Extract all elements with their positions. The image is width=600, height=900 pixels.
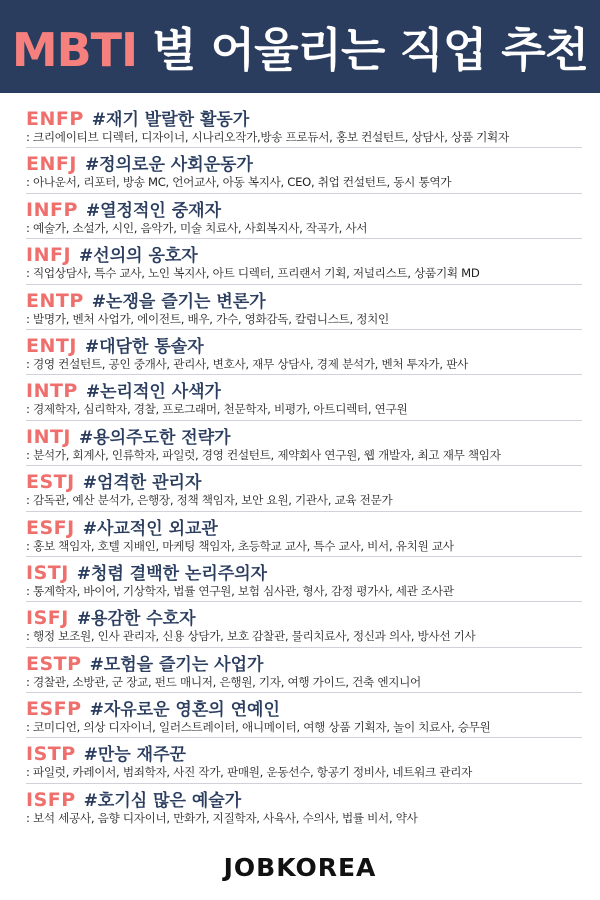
list-item <box>26 512 582 557</box>
mbti-type-code: ENTP <box>26 289 84 312</box>
mbti-type-code: ISTP <box>26 743 76 766</box>
page-title <box>12 14 588 80</box>
recommended-jobs: : 아나운서, 리포터, 방송 MC, 언어교사, 아동 복지사, CEO, 취업 컨설턴트, 동시 통역가 <box>26 175 452 190</box>
mbti-type-hashtag: #용감한 수호자 <box>76 609 196 630</box>
recommended-jobs: : 파일럿, 카레이서, 범죄학자, 사진 작가, 판매원, 운동선수, 항공기 정비사, 네트워크 관리자 <box>26 765 473 780</box>
recommended-jobs: : 크리에이티브 디렉터, 디자이너, 시나리오작가,방송 프로듀서, 홍보 컨설턴트, 상담사, 상품 기획자 <box>26 130 509 144</box>
mbti-type-hashtag: #호기심 많은 예술가 <box>83 790 242 811</box>
entry-heading <box>26 196 582 220</box>
mbti-type-code: INFP <box>26 198 78 221</box>
mbti-type-hashtag: #정의로운 사회운동가 <box>84 155 253 176</box>
mbti-type-hashtag: #용의주도한 전략가 <box>79 427 231 448</box>
recommended-jobs: : 코미디언, 의상 디자이너, 일러스트레이터, 애니메이터, 여행 상품 기획자, 놀이 치료사, 승무원 <box>26 720 491 735</box>
list-item <box>26 375 582 420</box>
mbti-type-code: ISTJ <box>26 561 69 584</box>
list-item <box>26 148 582 193</box>
mbti-type-code: INFJ <box>26 244 72 267</box>
list-item <box>26 330 582 375</box>
list-item <box>26 557 582 602</box>
mbti-type-code: ESTJ <box>26 471 75 494</box>
entry-heading <box>26 105 582 129</box>
recommended-jobs: : 경영 컨설턴트, 공인 중개사, 관리사, 변호사, 재무 상담사, 경제 분석가, 벤처 투자가, 판사 <box>26 356 468 371</box>
entry-heading <box>26 695 582 719</box>
mbti-type-hashtag: #사교적인 외교관 <box>82 518 218 539</box>
mbti-type-code: ENFP <box>26 108 84 130</box>
entry-heading <box>26 650 582 674</box>
entry-heading <box>26 514 582 538</box>
recommended-jobs: : 분석가, 회계사, 인류학자, 파일럿, 경영 컨설턴트, 제약회사 연구원, 웹 개발자, 최고 재무 책임자 <box>26 447 501 462</box>
recommended-jobs: : 통계학자, 바이어, 기상학자, 법률 연구원, 보험 심사관, 형사, 감정 평가사, 세관 조사관 <box>26 583 454 598</box>
entry-heading <box>26 468 582 492</box>
recommended-jobs: : 발명가, 벤처 사업가, 에이전트, 배우, 가수, 영화감독, 칼럼니스트, 정치인 <box>26 311 389 326</box>
entry-heading <box>26 332 582 356</box>
mbti-job-list <box>26 103 582 829</box>
list-item <box>26 285 582 330</box>
entry-heading <box>26 604 582 628</box>
mbti-type-code: INTP <box>26 380 78 403</box>
mbti-type-hashtag: #논쟁을 즐기는 변론가 <box>91 291 266 312</box>
mbti-type-hashtag: #엄격한 관리자 <box>82 473 202 494</box>
recommended-jobs: : 경제학자, 심리학자, 경찰, 프로그래머, 천문학자, 비평가, 아트디렉터, 연구원 <box>26 402 408 417</box>
mbti-type-hashtag: #재기 발랄한 활동가 <box>91 110 250 130</box>
mbti-type-hashtag: #만능 재주꾼 <box>83 745 186 766</box>
title-banner <box>0 0 600 93</box>
mbti-type-hashtag: #자유로운 영혼의 연예인 <box>89 700 280 721</box>
list-item <box>26 648 582 693</box>
recommended-jobs: : 예술가, 소설가, 시인, 음악가, 미술 치료사, 사회복지사, 작곡가, 사서 <box>26 220 368 235</box>
entry-heading <box>26 150 582 174</box>
entry-heading <box>26 241 582 265</box>
recommended-jobs: : 행정 보조원, 인사 관리자, 신용 상담가, 보호 감찰관, 물리치료사, 정신과 의사, 방사선 기사 <box>26 629 476 644</box>
entry-heading <box>26 559 582 583</box>
mbti-type-hashtag: #모험을 즐기는 사업가 <box>89 654 264 675</box>
recommended-jobs: : 감독관, 예산 분석가, 은행장, 정책 책임자, 보안 요원, 기관사, 교육 전문가 <box>26 493 393 508</box>
list-item <box>26 693 582 738</box>
list-item <box>26 194 582 239</box>
mbti-type-hashtag: #선의의 옹호자 <box>79 246 198 267</box>
list-item <box>26 784 582 829</box>
mbti-type-code: ESTP <box>26 652 82 675</box>
page-title-mbti: MBTI <box>11 22 138 77</box>
recommended-jobs: : 홍보 책임자, 호텔 지배인, 마케팅 책임자, 초등학교 교사, 특수 교사, 비서, 유치원 교사 <box>26 538 454 553</box>
entry-heading <box>26 377 582 401</box>
recommended-jobs: : 경찰관, 소방관, 군 장교, 펀드 매니저, 은행원, 기자, 여행 가이드, 건축 엔지니어 <box>26 674 421 689</box>
mbti-type-code: ISFP <box>26 788 76 811</box>
entry-heading <box>26 786 582 810</box>
mbti-type-code: INTJ <box>26 425 72 448</box>
list-item <box>26 103 582 148</box>
mbti-type-code: ESFP <box>26 698 82 721</box>
mbti-type-hashtag: #대담한 통솔자 <box>84 336 204 357</box>
list-item <box>26 602 582 647</box>
entry-heading <box>26 423 582 447</box>
mbti-type-hashtag: #논리적인 사색가 <box>85 382 221 403</box>
list-item <box>26 421 582 466</box>
entry-heading <box>26 287 582 311</box>
recommended-jobs: : 직업상담사, 특수 교사, 노인 복지사, 아트 디렉터, 프리랜서 기획, 저널리스트, 상품기획 MD <box>26 266 480 281</box>
mbti-type-hashtag: #청렴 결백한 논리주의자 <box>76 563 268 584</box>
list-item <box>26 466 582 511</box>
recommended-jobs: : 보석 세공사, 음향 디자이너, 만화가, 지질학자, 사육사, 수의사, 법률 비서, 약사 <box>26 810 418 825</box>
brand-logo: JOBKOREA <box>223 853 377 882</box>
list-item <box>26 738 582 783</box>
list-item <box>26 239 582 284</box>
mbti-type-hashtag: #열정적인 중재자 <box>85 200 221 221</box>
entry-heading <box>26 740 582 764</box>
mbti-type-code: ESFJ <box>26 516 75 539</box>
mbti-type-code: ISFJ <box>26 607 69 630</box>
mbti-type-code: ENFJ <box>26 153 77 176</box>
mbti-type-code: ENTJ <box>26 334 77 357</box>
page-title-rest: 별 어울리는 직업 추천 <box>137 22 589 77</box>
